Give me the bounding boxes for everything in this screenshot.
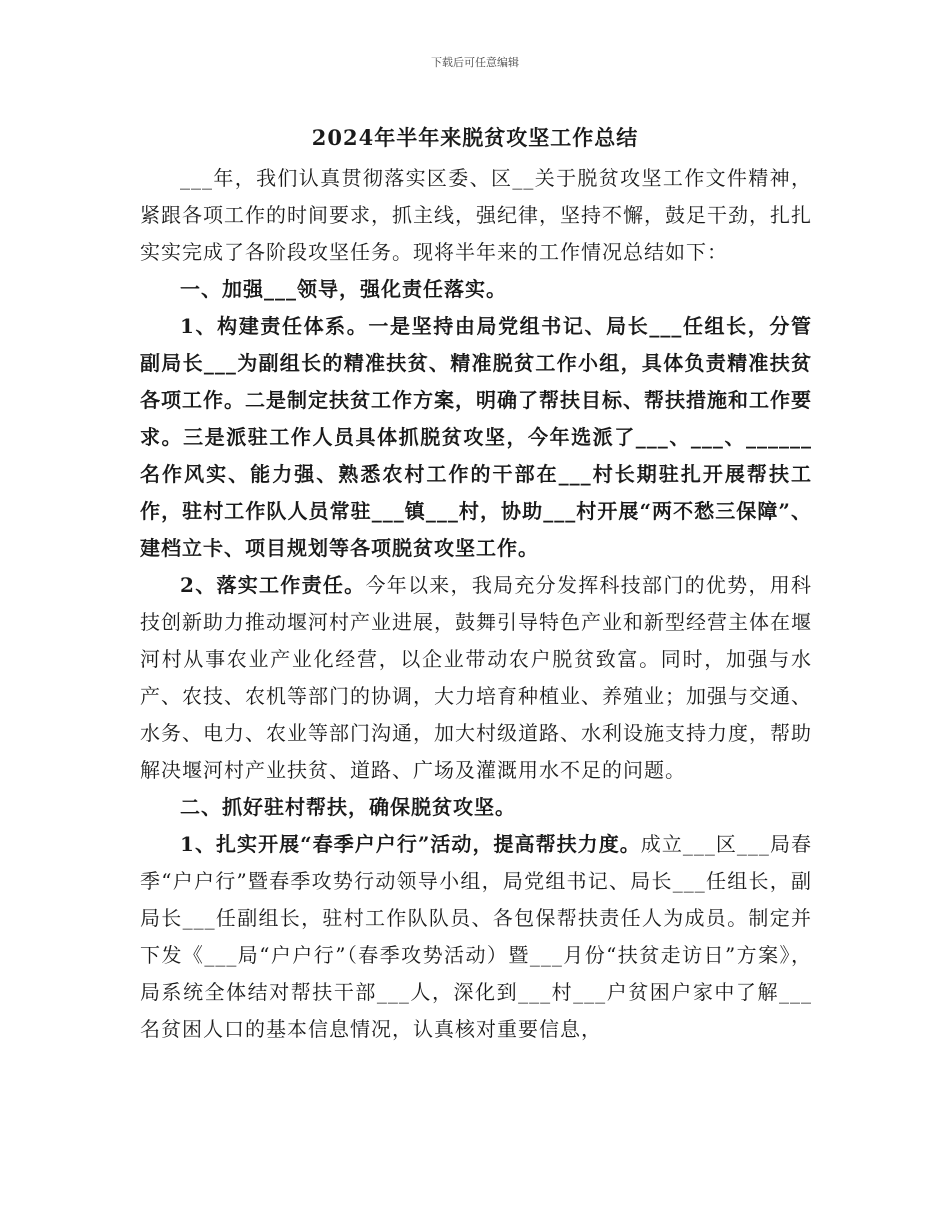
paragraph-lead: 1、扎实开展“春季户户行”活动，提高帮扶力度。 <box>180 832 641 856</box>
header-note: 下载后可任意编辑 <box>431 56 519 69</box>
document-body <box>140 160 812 1048</box>
paragraph-responsibility-system: 1、构建责任体系。一是坚持由局党组书记、局长___任组长，分管副局长___为副组长的精准扶贫、精准脱贫工作小组，具体负责精准扶贫各项工作。二是制定扶贫工作方案，明确了帮扶目标、帮扶措施和工作要求。三是派驻工作人员具体抓脱贫攻坚，今年选派了___、___、______名作风实、能力强、熟悉农村工作的干部在___村长期驻扎开展帮扶工作，驻村工作队人员常驻___镇___村，协助___村开展“两不愁三保障”、建档立卡、项目规划等各项脱贫攻坚工作。 <box>140 314 812 560</box>
document-title: 2024年半年来脱贫攻坚工作总结 <box>311 125 639 150</box>
section-heading-2: 二、抓好驻村帮扶，确保脱贫攻坚。 <box>180 795 516 819</box>
paragraph-implement-responsibility <box>140 567 812 789</box>
paragraph-text: 今年以来，我局充分发挥科技部门的优势，用科技创新助力推动堰河村产业进展，鼓舞引导特色产业和新型经营主体在堰河村从事农业产业化经营，以企业带动农户脱贫致富。同时，加强与水产、农技、农机等部门的协调，大力培育种植业、养殖业；加强与交通、水务、电力、农业等部门沟通，加大村级道路、水利设施支持力度，帮助解决堰河村产业扶贫、道路、广场及灌溉用水不足的问题。 <box>140 573 813 782</box>
paragraph-lead: 2、落实工作责任。 <box>180 573 366 597</box>
section-heading-1: 一、加强___领导，强化责任落实。 <box>180 277 507 301</box>
paragraph-spring-visits <box>140 826 812 1048</box>
paragraph-text: 成立___区___局春季“户户行”暨春季攻势行动领导小组，局党组书记、局长___任组长，副局长___任副组长，驻村工作队队员、各包保帮扶责任人为成员。制定并下发《___局“户户行”（春季攻势活动）暨___月份“扶贫走访日”方案》，局系统全体结对帮扶干部___人，深化到___村___户贫困户家中了解___名贫困人口的基本信息情况，认真核对重要信息， <box>140 832 813 1041</box>
intro-paragraph: ___年，我们认真贯彻落实区委、区__关于脱贫攻坚工作文件精神，紧跟各项工作的时间要求，抓主线，强纪律，坚持不懈，鼓足干劲，扎扎实实完成了各阶段攻坚任务。现将半年来的工作情况总结如下： <box>140 166 812 264</box>
